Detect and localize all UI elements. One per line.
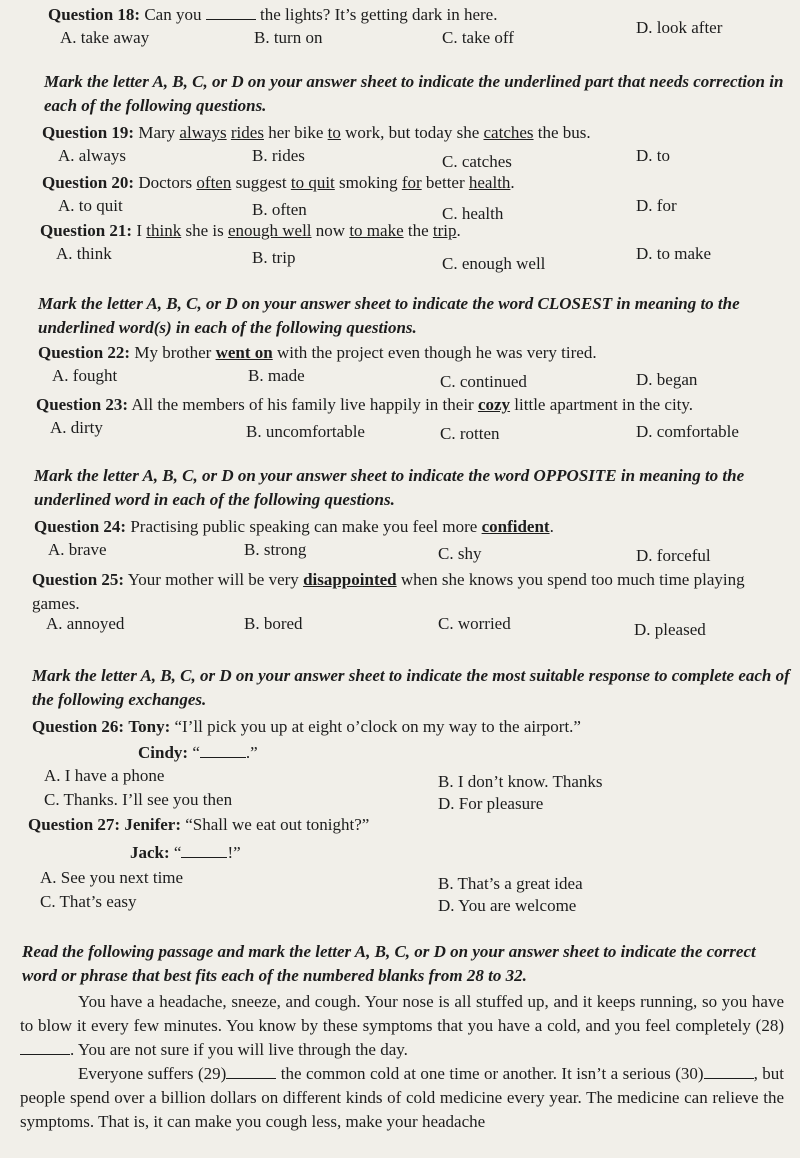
option-b: B. turn on — [254, 28, 323, 47]
passage-text: the common cold at one time or another. It isn’t a serious (30) — [276, 1064, 704, 1083]
underlined-part: often — [196, 173, 232, 192]
question-label: Question 20: — [42, 173, 135, 192]
option-a: A. to quit — [58, 196, 123, 215]
question-text: I — [136, 221, 147, 240]
option-c: C. Thanks. I’ll see you then — [44, 790, 233, 809]
underlined-part: always — [179, 123, 227, 142]
question-text: . — [549, 517, 554, 536]
underlined-part: rides — [230, 123, 264, 142]
instruction-opposite-meaning: Mark the letter A, B, C, or D on your answer sheet to indicate the word OPPOSITE in meaning to the underlined word in each of the following questions. — [34, 466, 745, 509]
underlined-part: to quit — [290, 173, 335, 192]
option-a: A. dirty — [50, 418, 103, 437]
question-19 — [0, 122, 800, 170]
question-24 — [0, 516, 800, 564]
option-b: B. strong — [244, 540, 307, 559]
option-d: D. look after — [636, 18, 723, 37]
question-22 — [0, 342, 800, 390]
blank-29 — [226, 1064, 276, 1079]
option-a: A. take away — [60, 28, 150, 47]
question-text: Practising public speaking can make you feel more — [130, 517, 482, 536]
option-d: D. comfortable — [636, 422, 739, 441]
option-a: A. always — [58, 146, 126, 165]
question-label: Question 24: — [34, 517, 127, 536]
underlined-word: confident — [481, 517, 550, 536]
option-d: D. forceful — [636, 546, 711, 565]
option-a: A. think — [56, 244, 112, 263]
question-label: Question 22: — [38, 343, 131, 362]
option-d: D. You are welcome — [438, 896, 577, 915]
underlined-part: trip — [432, 221, 457, 240]
question-21 — [0, 220, 800, 273]
option-c: C. health — [442, 204, 504, 223]
question-text: the — [403, 221, 433, 240]
passage-text: . You are not sure if you will live through the day. — [70, 1040, 408, 1059]
question-text: she is — [181, 221, 228, 240]
option-b: B. often — [252, 200, 307, 219]
quote-mark: “ — [192, 743, 200, 762]
question-27 — [0, 814, 800, 916]
option-a: A. annoyed — [46, 614, 125, 633]
question-20 — [0, 172, 800, 223]
question-18 — [0, 4, 800, 52]
option-c: C. worried — [438, 614, 511, 633]
question-text: . — [456, 221, 461, 240]
answer-blank — [200, 743, 246, 758]
option-b: B. made — [248, 366, 305, 385]
option-b: B. trip — [252, 248, 296, 267]
option-a: A. brave — [48, 540, 107, 559]
option-c: C. rotten — [440, 424, 500, 443]
option-d: D. pleased — [634, 620, 706, 639]
question-label: Question 25: — [32, 570, 125, 589]
option-c: C. enough well — [442, 254, 546, 273]
underlined-part: to make — [349, 221, 404, 240]
question-text: little apartment in the city. — [510, 395, 694, 414]
option-b: B. uncomfortable — [246, 422, 365, 441]
question-text: the lights? It’s getting dark in here. — [259, 5, 498, 24]
question-text: when she knows you spend too much time playing games. — [32, 570, 745, 613]
answer-blank — [206, 5, 256, 20]
option-d: D. to make — [636, 244, 712, 263]
question-label: Question 21: — [40, 221, 133, 240]
question-label: Question 18: — [48, 5, 141, 24]
speaker-name: Jenifer: — [124, 815, 181, 834]
option-d: D. for — [636, 196, 677, 215]
question-text: with the project even though he was very tired. — [272, 343, 597, 362]
underlined-part: think — [146, 221, 182, 240]
blank-28 — [20, 1040, 70, 1055]
question-text: Mary — [138, 123, 180, 142]
option-a: A. I have a phone — [44, 766, 165, 785]
passage-text: Everyone suffers (29) — [78, 1064, 227, 1083]
instruction-passage: Read the following passage and mark the letter A, B, C, or D on your answer sheet to indicate the correct word or phrase that best fits each of the numbered blanks from 28 to 32. — [22, 942, 756, 985]
question-label: Question 23: — [36, 395, 129, 414]
underlined-part: health — [468, 173, 511, 192]
question-25 — [32, 568, 770, 616]
option-d: D. For pleasure — [438, 794, 544, 813]
instruction-underlined-correction: Mark the letter A, B, C, or D on your answer sheet to indicate the underlined part that needs correction in each of the following questions. — [44, 72, 784, 115]
question-text: her bike — [263, 123, 328, 142]
option-b: B. That’s a great idea — [438, 874, 583, 893]
quote-mark: “ — [173, 843, 182, 862]
option-a: A. fought — [52, 366, 118, 385]
speaker-name: Cindy: — [138, 743, 189, 762]
question-text: work, but today she — [340, 123, 484, 142]
speaker-name: Tony: — [128, 717, 171, 736]
underlined-part: for — [401, 173, 422, 192]
option-d: D. began — [636, 370, 698, 389]
question-text: All the members of his family live happily in their — [131, 395, 478, 414]
question-text: smoking — [334, 173, 402, 192]
question-23 — [0, 394, 800, 442]
underlined-part: to — [327, 123, 341, 142]
passage-text: , but people spend over a billion dollars on different kinds of cold medicine every year. The medicine can relieve the symptoms. That is, it can make you cough less, make your headache — [20, 1064, 784, 1131]
question-label: Question 27: — [28, 815, 121, 834]
underlined-word: cozy — [477, 395, 511, 414]
option-d: D. to — [636, 146, 670, 165]
passage-paragraph-2 — [20, 1062, 784, 1134]
option-c: C. continued — [440, 372, 527, 391]
question-text: Your mother will be very — [127, 570, 304, 589]
underlined-part: catches — [483, 123, 534, 142]
underlined-word: disappointed — [303, 570, 397, 589]
question-text: better — [421, 173, 469, 192]
option-c: C. That’s easy — [40, 892, 137, 911]
option-b: B. rides — [252, 146, 305, 165]
option-c: C. catches — [442, 152, 512, 171]
reading-passage — [20, 990, 784, 1134]
question-label: Question 19: — [42, 123, 135, 142]
question-text: My brother — [134, 343, 216, 362]
option-c: C. shy — [438, 544, 482, 563]
quote-mark: .” — [245, 743, 258, 762]
option-a: A. See you next time — [40, 868, 184, 887]
question-label: Question 26: — [32, 717, 125, 736]
option-c: C. take off — [442, 28, 514, 47]
dialogue-line: “I’ll pick you up at eight o’clock on my way to the airport.” — [174, 717, 581, 736]
question-text: Can you — [144, 5, 202, 24]
question-26 — [0, 716, 800, 814]
passage-paragraph-1 — [20, 990, 784, 1062]
option-b: B. bored — [244, 614, 303, 633]
question-text: Doctors — [138, 173, 197, 192]
question-text: now — [311, 221, 350, 240]
question-25-options — [0, 614, 800, 638]
passage-text: You have a headache, sneeze, and cough. Your nose is all stuffed up, and it keeps running, so you have to blow it every few minutes. You know by these symptoms that you have a cold, and you feel completely (28) — [20, 992, 784, 1035]
option-b: B. I don’t know. Thanks — [438, 772, 603, 791]
dialogue-line: “Shall we eat out tonight?” — [185, 815, 370, 834]
answer-blank — [181, 843, 227, 858]
question-text: suggest — [231, 173, 291, 192]
underlined-part: enough well — [227, 221, 312, 240]
underlined-word: went on — [215, 343, 273, 362]
speaker-name: Jack: — [130, 843, 170, 862]
question-text: . — [510, 173, 515, 192]
instruction-suitable-response: Mark the letter A, B, C, or D on your answer sheet to indicate the most suitable response to complete each of the following exchanges. — [32, 666, 790, 709]
quote-mark: !” — [227, 843, 241, 862]
question-text: the bus. — [533, 123, 591, 142]
blank-30 — [704, 1064, 754, 1079]
instruction-closest-meaning: Mark the letter A, B, C, or D on your answer sheet to indicate the word CLOSEST in meaning to the underlined word(s) in each of the following questions. — [38, 294, 740, 337]
